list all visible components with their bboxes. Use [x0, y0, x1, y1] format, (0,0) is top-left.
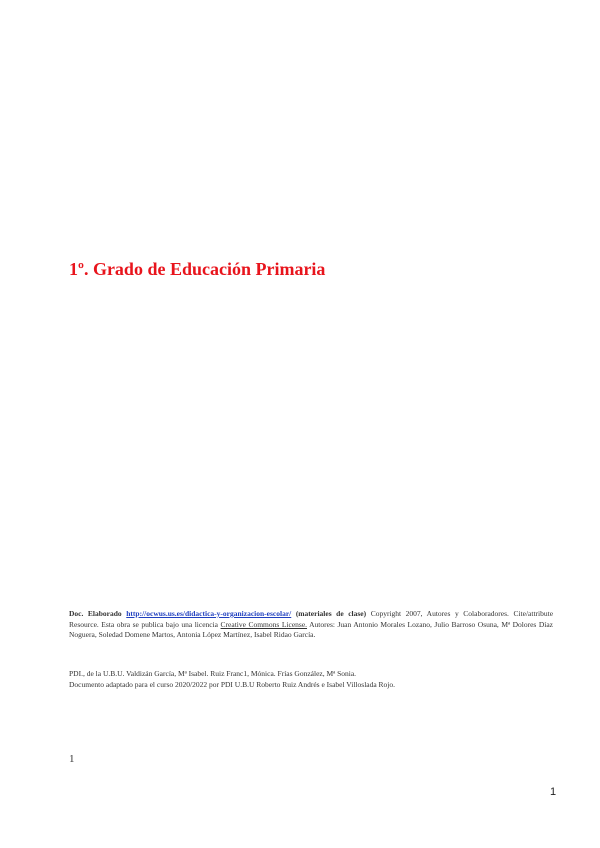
pdi-block — [69, 669, 553, 690]
authors-text: Autores: Juan Antonio Morales Lozano, Julio Barroso Osuna, Mª Dolores Díaz Noguera, Soledad Domene Martos, Antonia López Martínez, Isabel Ridao García. — [69, 619, 554, 639]
credits-paragraph — [69, 609, 553, 641]
footnote-number: 1 — [69, 753, 75, 765]
course-link[interactable]: http://ocwus.us.es/didactica-y-organizacion-escolar/ — [126, 609, 292, 618]
credits-lead: Doc. Elaborado — [69, 609, 122, 618]
pdi-line-2: Documento adaptado para el curso 2020/2022 por PDI U.B.U Roberto Ruiz Andrés e Isabel Villoslada Rojo. — [69, 679, 396, 689]
copyright-text: Copyright 2007, Autores y Colaboradores. Cite/attribute Resource. Esta obra se publica bajo una licencia — [69, 609, 554, 629]
license-link[interactable]: Creative Commons License. — [220, 619, 308, 629]
page-number: 1 — [550, 786, 557, 798]
materials-label: (materiales de clase) — [295, 609, 367, 618]
document-title: 1º. Grado de Educación Primaria — [69, 259, 326, 279]
pdi-line-1: PDI., de la U.B.U. Valdizán García, Mª Isabel. Ruiz Franc1, Mónica. Frías González, Mª Sonia. — [69, 669, 357, 678]
